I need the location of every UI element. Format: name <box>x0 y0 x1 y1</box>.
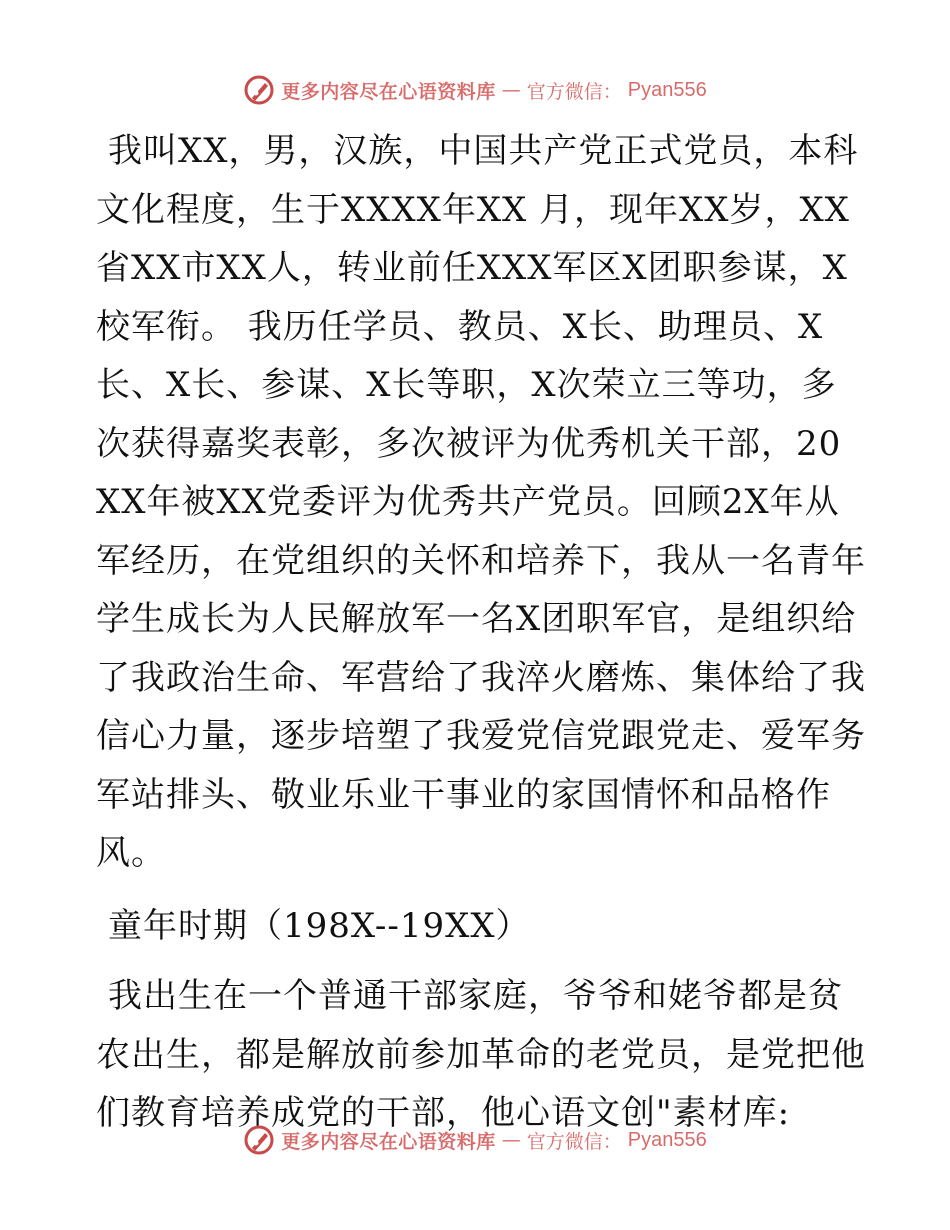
watermark-dash: — <box>501 79 521 101</box>
paragraph-family: 我出生在一个普通干部家庭，爷爷和姥爷都是贫农出生，都是解放前参加革命的老党员，是党把他们教育培养成党的干部，他心语文创"素材库: <box>96 976 866 1133</box>
document-body <box>96 122 866 1143</box>
header-watermark <box>0 70 950 110</box>
pen-logo-icon <box>243 1124 275 1156</box>
watermark-wechat-id: Pyan556 <box>627 1128 707 1151</box>
footer-watermark <box>0 1120 950 1160</box>
watermark-text: 更多内容尽在心语资料库 <box>281 80 496 103</box>
watermark-wechat-label: 官方微信： <box>526 80 622 103</box>
watermark-wechat-label: 官方微信： <box>526 1130 622 1153</box>
section-heading-childhood: 童年时期（198X--19XX） <box>108 905 531 946</box>
pen-logo-icon <box>243 74 275 106</box>
watermark-text: 更多内容尽在心语资料库 <box>281 1130 496 1153</box>
paragraph-intro: 我叫XX，男，汉族，中国共产党正式党员，本科文化程度，生于XXXX年XX 月，现年XX岁，XX省XX市XX人，转业前任XXX军区X团职参谋，X校军衔。 我历任学员、教员、X长、助理员、X长、X长、参谋、X长等职，X次荣立三等功，多次获得嘉奖表彰，多次被评为优秀机关干部，20XX年被XX党委评为优秀共产党员。回顾2X年从军经历，在党组织的关怀和培养下，我从一名青年学生成长为人民解放军一名X团职军官，是组织给了我政治生命、军营给了我淬火磨炼、集体给了我信心力量，逐步培塑了我爱党信党跟党走、爱军务军站排头、敬业乐业干事业的家国情怀和品格作风。 <box>96 131 866 873</box>
watermark-wechat-id: Pyan556 <box>627 78 707 101</box>
watermark-dash: — <box>501 1129 521 1151</box>
